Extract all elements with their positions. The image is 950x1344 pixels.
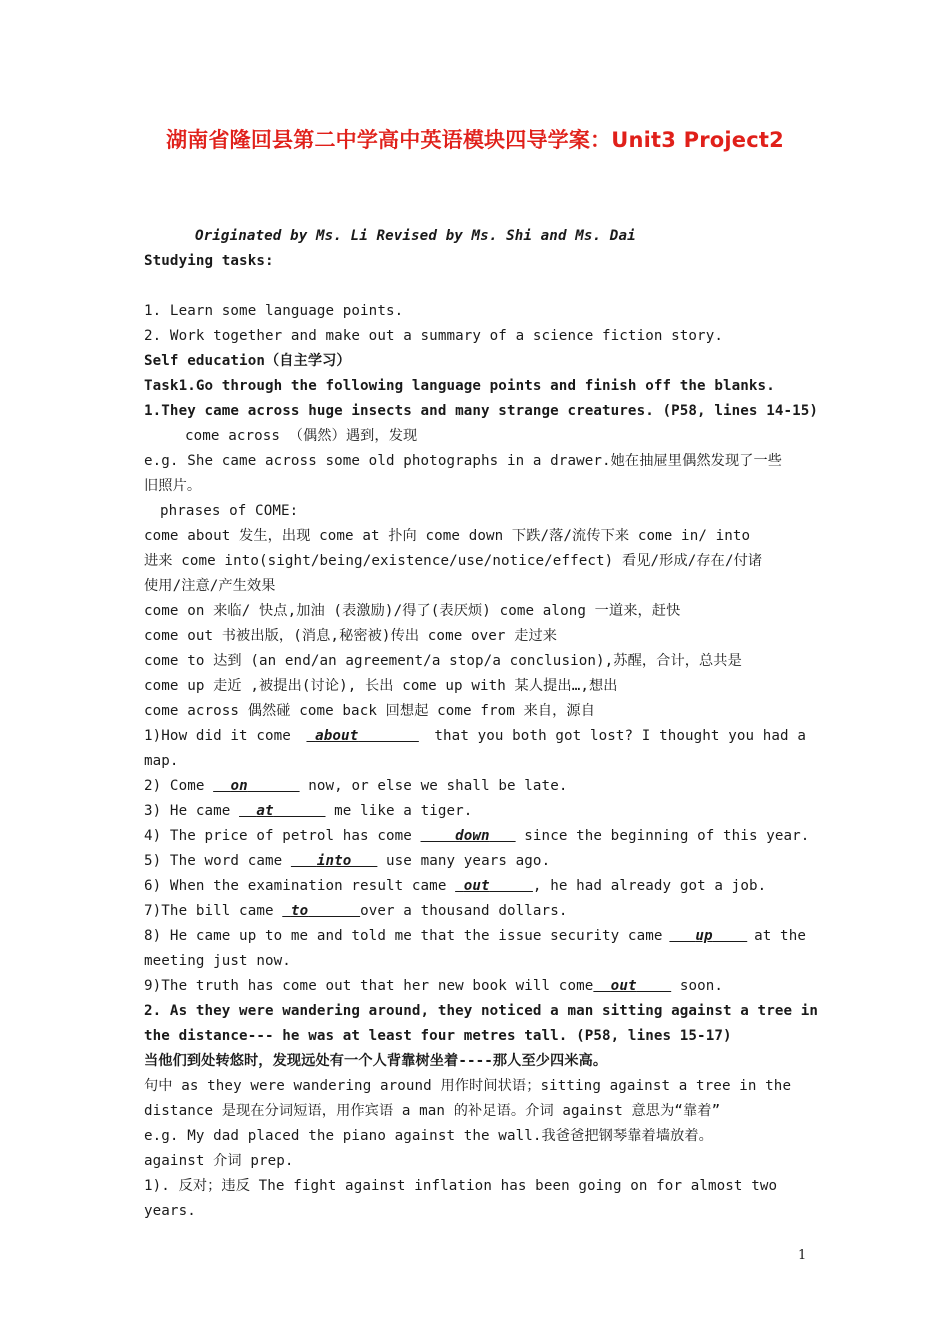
phrase-line: come across 偶然碰 come back 回想起 come from 来自，源自 — [144, 703, 595, 719]
answer: on — [230, 778, 248, 794]
point1-heading: 1.They came across huge insects and many strange creatures. (P58, lines 14-15) — [144, 403, 819, 419]
answer-blank — [306, 726, 418, 746]
answer: about — [315, 728, 359, 744]
exercise-text: use many years ago. — [377, 853, 551, 869]
usage-item-cont: years. — [144, 1203, 196, 1219]
usage-item: 1). 反对；违反 The fight against inflation has been going on for almost two — [144, 1178, 778, 1194]
exercise-text: that you both got lost? I thought you had a — [434, 728, 806, 744]
answer: down — [455, 828, 490, 844]
answer-blank — [421, 828, 516, 844]
prep-heading: against 介词 prep. — [144, 1153, 294, 1169]
answer: to — [290, 903, 309, 919]
exercise-text: soon. — [671, 978, 724, 994]
exercise-1-cont: map. — [144, 753, 179, 769]
answer: into — [316, 853, 352, 869]
answer-blank — [213, 778, 299, 794]
exercise-3 — [144, 801, 806, 821]
byline: Originated by Ms. Li Revised by Ms. Shi and Ms. Dai — [195, 228, 636, 244]
exercise-text: now, or else we shall be late. — [299, 778, 568, 794]
grammar-note-cont: distance 是现在分词短语，用作宾语 a man 的补足语。介词 against 意思为“靠着” — [144, 1103, 721, 1119]
example-sentence: e.g. She came across some old photographs in a drawer.她在抽屉里偶然发现了一些 — [144, 453, 783, 469]
exercise-text: , he had already got a job. — [532, 878, 767, 894]
task-item: 1. Learn some language points. — [144, 303, 404, 319]
task-item: 2. Work together and make out a summary of a science fiction story. — [144, 328, 723, 344]
phrase-line: come to 达到 (an end/an agreement/a stop/a conclusion),苏醒，合计，总共是 — [144, 653, 742, 669]
answer: at — [256, 803, 274, 819]
exercise-7 — [144, 901, 806, 921]
point2-heading: 2. As they were wandering around, they noticed a man sitting against a tree in — [144, 1003, 819, 1019]
answer-blank — [593, 978, 671, 994]
grammar-note: 句中 as they were wandering around 用作时间状语；sitting against a tree in the — [144, 1078, 792, 1094]
answer-blank — [455, 878, 533, 894]
answer-blank — [282, 903, 360, 919]
example-sentence: e.g. My dad placed the piano against the wall.我爸爸把钢琴靠着墙放着。 — [144, 1128, 713, 1144]
exercise-text: 5) The word came — [144, 853, 291, 869]
phrase-line: come on 来临/ 快点,加油 (表激励)/得了(表厌烦) come along 一道来，赶快 — [144, 603, 681, 619]
exercise-text: 4) The price of petrol has come — [144, 828, 421, 844]
exercise-9 — [144, 976, 806, 996]
page-number: 1 — [798, 1248, 807, 1263]
exercise-1 — [144, 726, 806, 746]
exercise-6 — [144, 876, 806, 896]
exercise-text: 3) He came — [144, 803, 240, 819]
phrase-line: come about 发生，出现 come at 扑向 come down 下跌/落/流传下来 come in/ into — [144, 528, 751, 544]
point2-translation: 当他们到处转悠时，发现远处有一个人背靠树坐着----那人至少四米高。 — [144, 1053, 608, 1069]
point1-gloss: come across （偶然）遇到，发现 — [185, 428, 418, 444]
example-sentence-cont: 旧照片。 — [144, 478, 202, 494]
phrase-line: 进来 come into(sight/being/existence/use/notice/effect) 看见/形成/存在/付诸 — [144, 553, 763, 569]
self-education-heading: Self education（自主学习） — [144, 353, 351, 369]
exercise-4 — [144, 826, 810, 846]
exercise-text: at the — [754, 928, 806, 944]
phrase-line: 使用/注意/产生效果 — [144, 578, 276, 594]
exercise-text: 1)How did it come — [144, 728, 291, 744]
exercise-8 — [144, 926, 806, 946]
exercise-text: since the beginning of this year. — [515, 828, 810, 844]
task1-heading: Task1.Go through the following language points and finish off the blanks. — [144, 378, 775, 394]
answer: up — [695, 928, 713, 944]
exercise-text: 2) Come — [144, 778, 214, 794]
exercise-text: 6) When the examination result came — [144, 878, 456, 894]
exercise-2 — [144, 776, 806, 796]
answer: out — [610, 978, 637, 994]
studying-tasks-heading: Studying tasks: — [144, 253, 274, 269]
exercise-8-cont: meeting just now. — [144, 953, 291, 969]
exercise-text: over a thousand dollars. — [360, 903, 568, 919]
answer-blank — [669, 926, 747, 946]
phrase-line: come out 书被出版，(消息,秘密被)传出 come over 走过来 — [144, 628, 558, 644]
exercise-text: 9)The truth has come out that her new book will come — [144, 978, 594, 994]
point2-heading-cont: the distance--- he was at least four metres tall. (P58, lines 15-17) — [144, 1028, 732, 1044]
answer-blank — [239, 803, 325, 819]
answer-blank — [291, 853, 377, 869]
exercise-5 — [144, 851, 806, 871]
exercise-text: 7)The bill came — [144, 903, 283, 919]
exercise-text: 8) He came up to me and told me that the issue security came — [144, 928, 663, 944]
phrase-line: come up 走近 ,被提出(讨论), 长出 come up with 某人提出…,想出 — [144, 678, 618, 694]
document-title: 湖南省隆回县第二中学高中英语模块四导学案：Unit3 Project2 — [166, 128, 784, 152]
phrases-title: phrases of COME: — [160, 503, 299, 519]
exercise-text: me like a tiger. — [325, 803, 473, 819]
answer: out — [463, 878, 490, 894]
